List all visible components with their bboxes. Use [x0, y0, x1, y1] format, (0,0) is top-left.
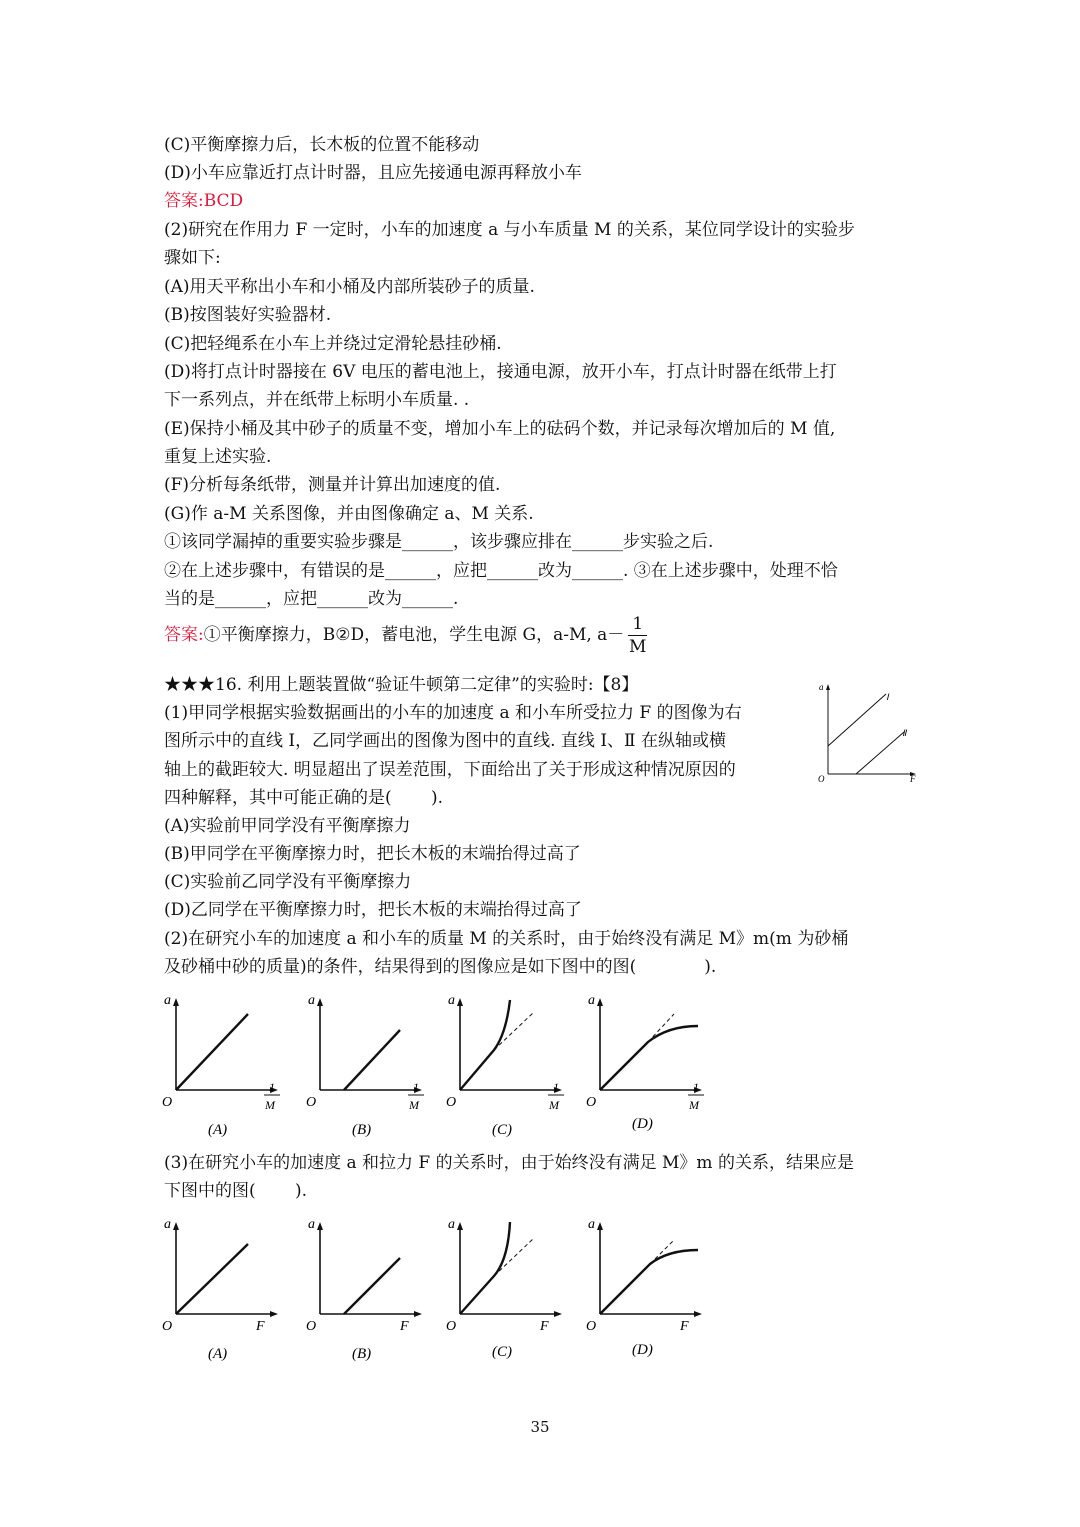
- q16-option-c: (C)实验前乙同学没有平衡摩擦力: [164, 872, 412, 892]
- graph-origin: O: [586, 1319, 597, 1334]
- graph-caption: (B): [352, 1122, 372, 1138]
- graph-origin: O: [162, 1095, 173, 1110]
- graph-row-2-d: [580, 1214, 710, 1368]
- graph-origin: O: [446, 1319, 457, 1334]
- graph-x-label: F: [256, 1319, 265, 1334]
- graph-row-1-b: [300, 990, 430, 1144]
- small-graph-x-label: F: [910, 774, 916, 784]
- graph-row-2-c: [440, 1214, 570, 1368]
- graph-y-label: a: [164, 1217, 171, 1232]
- graph-y-label: a: [588, 1217, 595, 1232]
- graph-caption: (B): [352, 1346, 372, 1362]
- small-graph-origin: O: [818, 774, 825, 784]
- option-c: (C)平衡摩擦力后，长木板的位置不能移动: [164, 135, 480, 155]
- graph-caption: (A): [208, 1122, 228, 1138]
- q16-part1-line-3: 轴上的截距较大. 明显超出了误差范围，下面给出了关于形成这种情况原因的: [164, 760, 736, 780]
- fraction: [628, 613, 647, 658]
- graph-curve: [600, 1250, 698, 1314]
- q16-part1-line-4: 四种解释，其中可能正确的是( ).: [164, 788, 444, 808]
- small-graph-label-1: Ⅰ: [886, 692, 889, 702]
- q16-part3-line-2: 下图中的图( ).: [164, 1181, 308, 1201]
- step-b: (B)按图装好实验器材.: [164, 305, 332, 325]
- step-d-line-1: (D)将打点计时器接在 6V 电压的蓄电池上，接通电源，放开小车，打点计时器在纸带上打: [164, 362, 837, 382]
- option-d: (D)小车应靠近打点计时器，且应先接通电源再释放小车: [164, 163, 582, 183]
- graph-y-label: a: [448, 993, 455, 1008]
- graph-caption: (C): [492, 1344, 512, 1360]
- graph-curve: [600, 1026, 698, 1090]
- graph-caption: (D): [632, 1116, 653, 1132]
- q16-option-a: (A)实验前甲同学没有平衡摩擦力: [164, 816, 411, 836]
- fraction-numerator: 1: [628, 613, 647, 636]
- graph-origin: O: [306, 1095, 317, 1110]
- question-2-line-1: (2)研究在作用力 F 一定时，小车的加速度 a 与小车质量 M 的关系，某位同学设计的实验步: [164, 220, 855, 240]
- graph-caption: (D): [632, 1342, 653, 1358]
- answer-2: [164, 613, 647, 658]
- graph-line-2: [856, 732, 904, 774]
- q16-part1-line-2: 图所示中的直线 Ⅰ，乙同学画出的图像为图中的直线. 直线 Ⅰ、Ⅱ 在纵轴或横: [164, 731, 727, 751]
- answer-2-text: ①平衡摩擦力，B②D，蓄电池，学生电源 G，a-M, a－: [203, 625, 625, 645]
- q16-option-b: (B)甲同学在平衡摩擦力时，把长木板的末端抬得过高了: [164, 844, 581, 864]
- graph-x-den: M: [409, 1098, 419, 1112]
- graph-line: [344, 1258, 400, 1314]
- sub-question-2-line-2: 当的是______，应把______改为______.: [164, 589, 459, 609]
- step-c: (C)把轻绳系在小车上并绕过定滑轮悬挂砂桶.: [164, 334, 502, 354]
- graph-origin: O: [446, 1095, 457, 1110]
- page-number: 35: [530, 1418, 550, 1436]
- graph-line-1: [828, 694, 886, 746]
- q16-part3-line-1: (3)在研究小车的加速度 a 和拉力 F 的关系时，由于始终没有满足 M》m 的关系，结果应是: [164, 1153, 854, 1173]
- step-e-line-2: 重复上述实验.: [164, 447, 272, 467]
- sub-question-1: ①该同学漏掉的重要实验步骤是______，该步骤应排在______步实验之后.: [164, 532, 714, 552]
- graph-y-label: a: [588, 993, 595, 1008]
- small-graph: [816, 678, 920, 792]
- graph-row-1-c: [440, 990, 570, 1144]
- graph-curve: [460, 1222, 510, 1314]
- small-graph-label-2: Ⅱ: [902, 728, 907, 738]
- fraction-denominator: M: [629, 637, 647, 657]
- graph-x-num: 1: [693, 1080, 699, 1094]
- graph-y-label: a: [164, 993, 171, 1008]
- step-e-line-1: (E)保持小桶及其中砂子的质量不变，增加小车上的砝码个数，并记录每次增加后的 M 值,: [164, 419, 836, 439]
- graph-x-label: F: [680, 1319, 689, 1334]
- graph-x-num: 1: [269, 1080, 275, 1094]
- q16-part2-line-1: (2)在研究小车的加速度 a 和小车的质量 M 的关系时，由于始终没有满足 M》m(m 为砂桶: [164, 929, 849, 949]
- graph-row-1-d: [580, 990, 710, 1144]
- graph-origin: O: [306, 1319, 317, 1334]
- graph-y-label: a: [308, 993, 315, 1008]
- graph-caption: (C): [492, 1122, 512, 1138]
- graph-dashed-line: [494, 1238, 534, 1276]
- graph-x-label: F: [400, 1319, 409, 1334]
- answer-2-label: 答案:: [164, 625, 204, 645]
- graph-row-2-a: [156, 1214, 286, 1368]
- question-16-title: ★★★16. 利用上题装置做“验证牛顿第二定律”的实验时:【8】: [164, 675, 639, 695]
- q16-option-d: (D)乙同学在平衡摩擦力时，把长木板的末端抬得过高了: [164, 900, 582, 920]
- answer-1: 答案:BCD: [164, 191, 244, 211]
- small-graph-y-label: a: [819, 682, 824, 692]
- question-2-line-2: 骤如下:: [164, 248, 221, 268]
- graph-x-den: M: [265, 1098, 275, 1112]
- graph-x-num: 1: [413, 1080, 419, 1094]
- graph-row-2-b: [300, 1214, 430, 1368]
- step-f: (F)分析每条纸带，测量并计算出加速度的值.: [164, 475, 501, 495]
- q16-part1-line-1: (1)甲同学根据实验数据画出的小车的加速度 a 和小车所受拉力 F 的图像为右: [164, 703, 742, 723]
- graph-row-1-a: [156, 990, 286, 1144]
- graph-x-den: M: [689, 1098, 699, 1112]
- graph-x-num: 1: [553, 1080, 559, 1094]
- step-d-line-2: 下一系列点，并在纸带上标明小车质量. .: [164, 390, 470, 410]
- graph-line: [176, 1014, 248, 1090]
- graph-origin: O: [162, 1319, 173, 1334]
- sub-question-2-line-1: ②在上述步骤中，有错误的是______，应把______改为______. ③在上述步骤中，处理不恰: [164, 561, 838, 581]
- graph-dashed-line: [494, 1012, 534, 1050]
- graph-line: [344, 1030, 400, 1090]
- graph-caption: (A): [208, 1346, 228, 1362]
- step-a: (A)用天平称出小车和小桶及内部所装砂子的质量.: [164, 277, 535, 297]
- graph-line: [176, 1244, 248, 1314]
- q16-part2-line-2: 及砂桶中砂的质量)的条件，结果得到的图像应是如下图中的图( ).: [164, 957, 717, 977]
- graph-curve: [460, 1000, 510, 1090]
- graph-y-label: a: [448, 1217, 455, 1232]
- graph-y-label: a: [308, 1217, 315, 1232]
- graph-origin: O: [586, 1095, 597, 1110]
- graph-x-den: M: [549, 1098, 559, 1112]
- step-g: (G)作 a-M 关系图像，并由图像确定 a、M 关系.: [164, 504, 534, 524]
- graph-x-label: F: [540, 1319, 549, 1334]
